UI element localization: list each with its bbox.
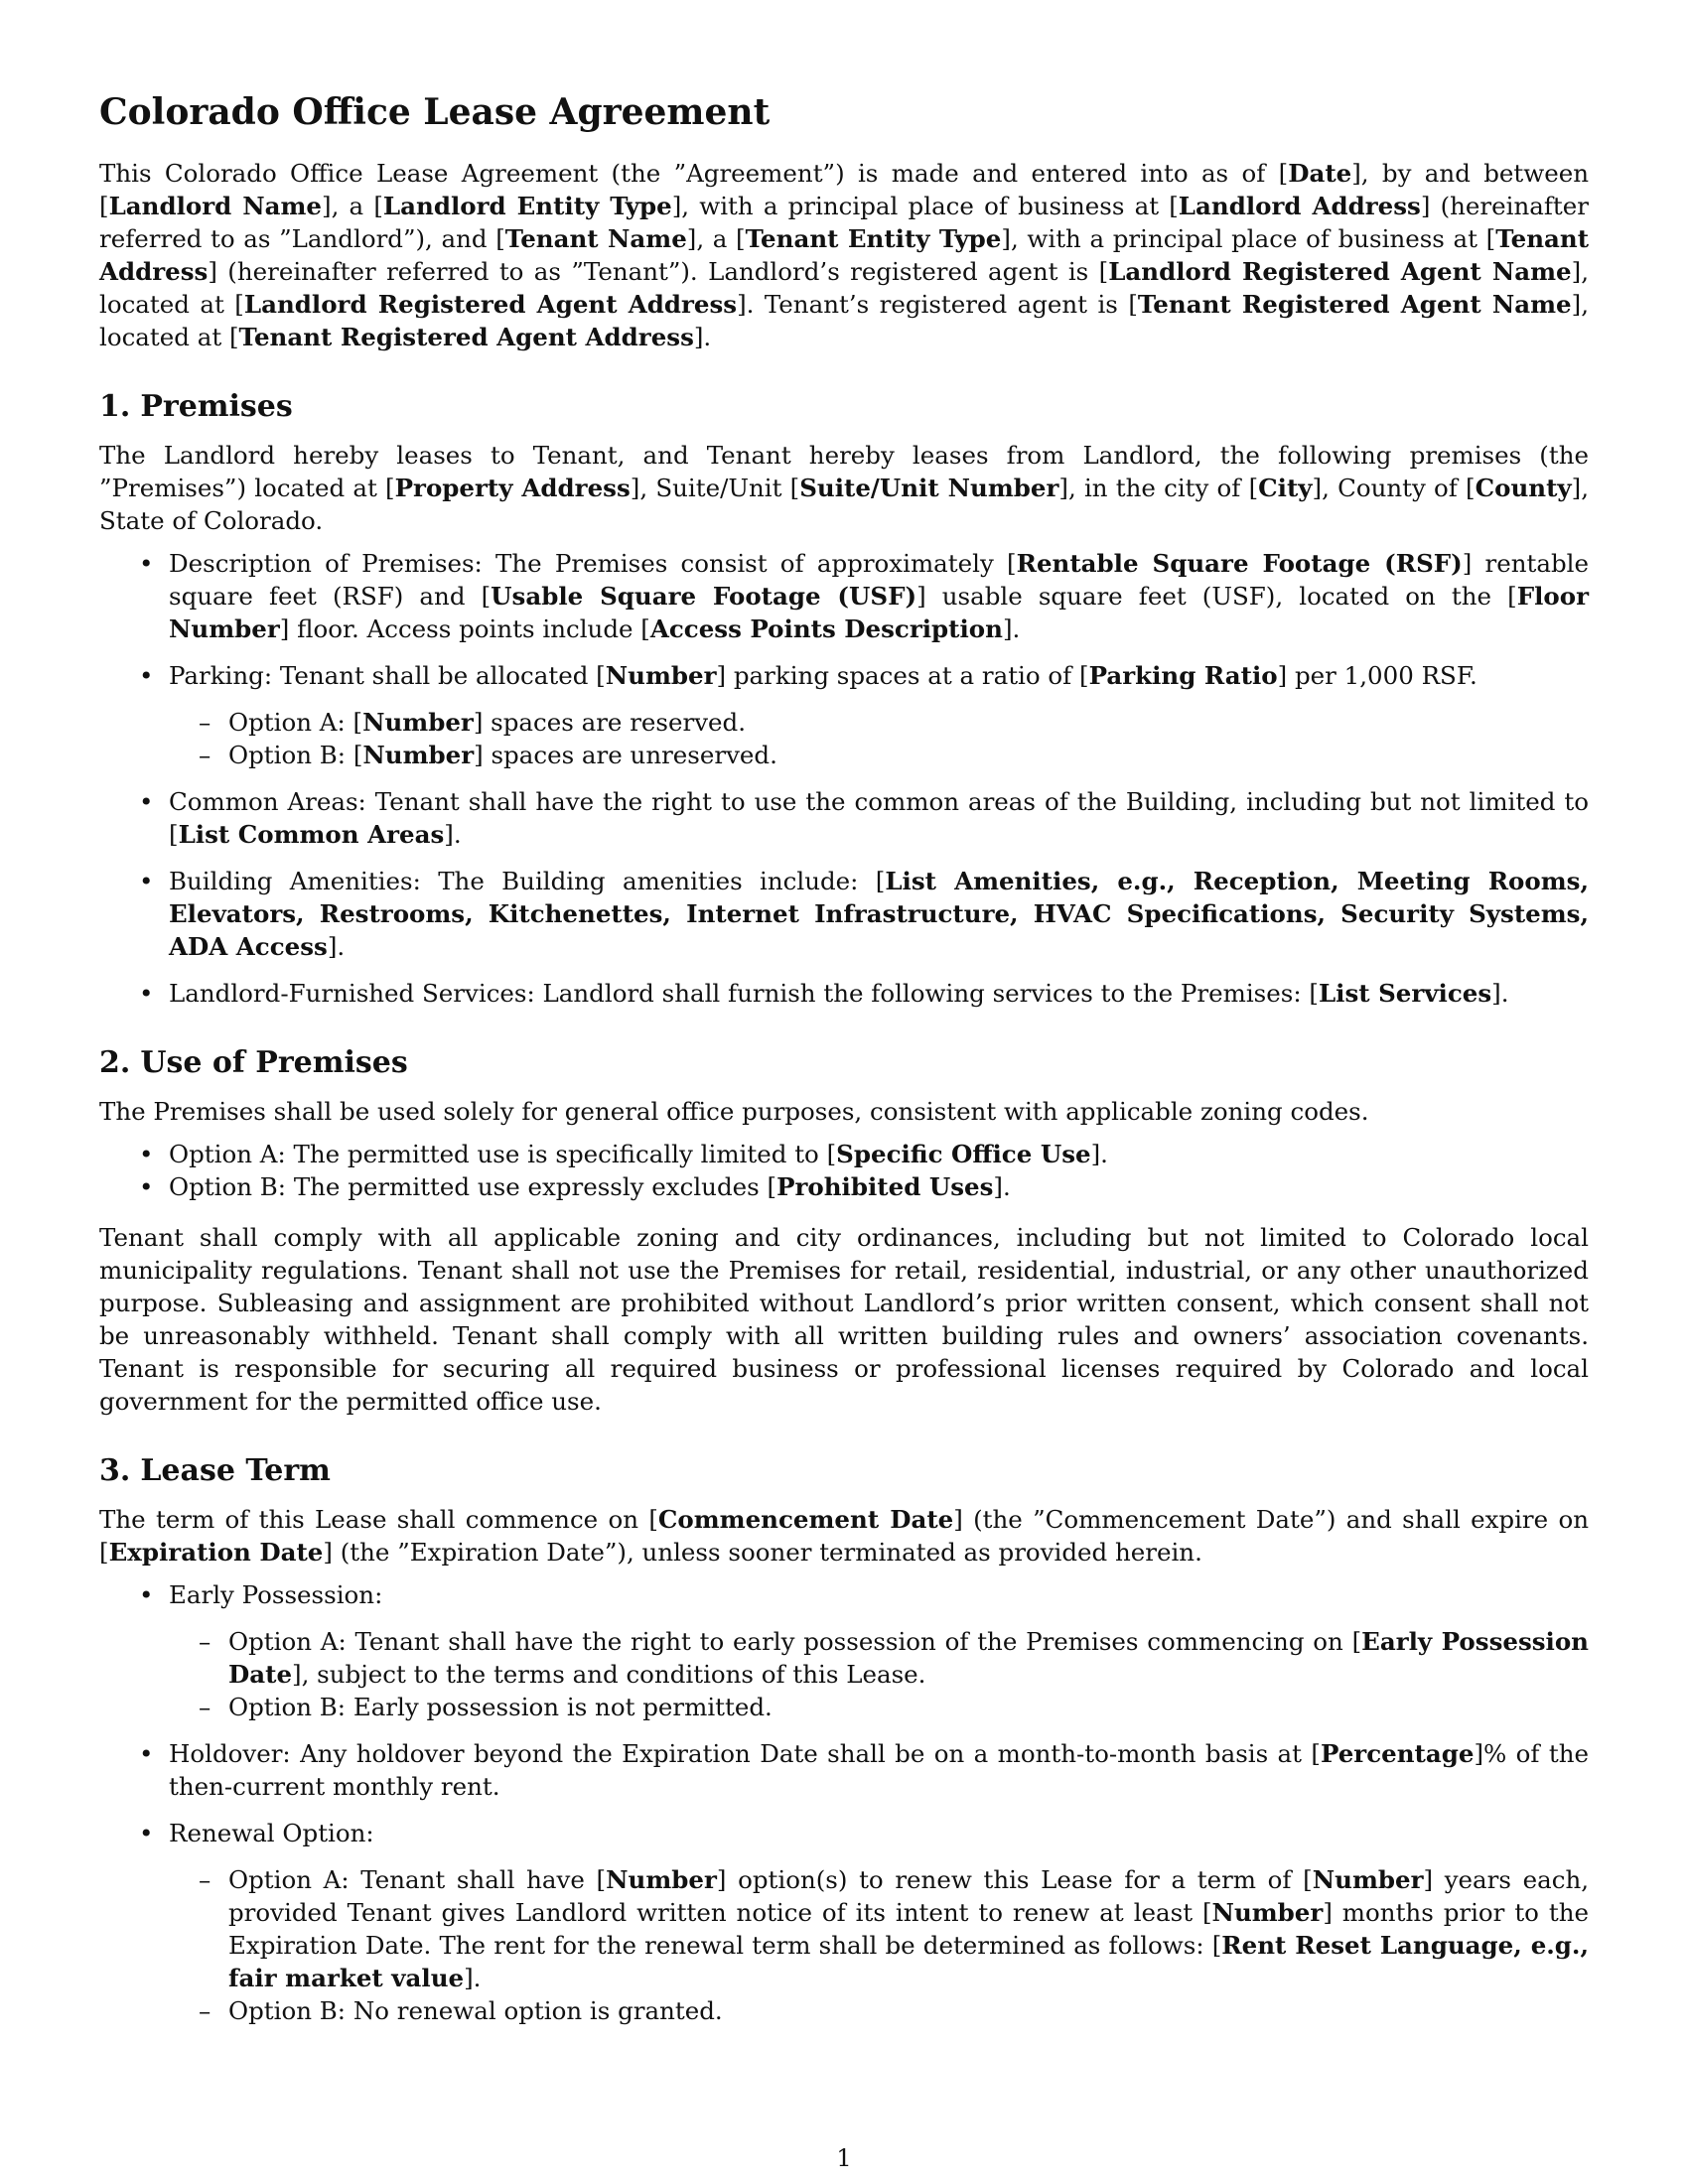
use-option-a: • Option A: The permitted use is specifically limited to [Specific Office Use]. <box>169 1138 1589 1170</box>
field-landlord-entity-type: Landlord Entity Type <box>382 192 672 220</box>
field-expiration-date: Expiration Date <box>108 1538 324 1567</box>
field-parking-number: Number <box>605 661 717 690</box>
field-county: County <box>1475 474 1572 502</box>
document-page <box>99 79 1589 2041</box>
field-commencement-date: Commencement Date <box>657 1505 954 1534</box>
field-date: Date <box>1288 159 1352 188</box>
field-landlord-address: Landlord Address <box>1178 192 1421 220</box>
premises-list <box>99 547 1589 1010</box>
section-heading-lease-term: 3. Lease Term <box>99 1453 331 1488</box>
list-item-early-possession: • Early Possession: – Option A: Tenant shall have the right to early possession of the Premises commencing on [Early Possession Date], subject to the terms and conditions of this Lease. – Option B: Early possession is not permitted. <box>169 1578 1589 1723</box>
field-tenant-address: Tenant Address <box>99 224 1590 286</box>
section-heading-use: 2. Use of Premises <box>99 1045 408 1080</box>
field-landlord-agent-name: Landlord Registered Agent Name <box>1108 257 1572 286</box>
early-possession-options <box>169 1625 1589 1723</box>
field-tenant-name: Tenant Name <box>504 224 687 253</box>
early-option-b: – Option B: Early possession is not permitted. <box>228 1691 1589 1723</box>
field-tenant-agent-address: Tenant Registered Agent Address <box>238 323 694 351</box>
field-percentage: Percentage <box>1320 1739 1475 1768</box>
renewal-option-b: – Option B: No renewal option is granted. <box>228 1994 1589 2027</box>
field-suite-unit: Suite/Unit Number <box>799 474 1059 502</box>
lease-term-list <box>99 1578 1589 2027</box>
use-paragraph-1: The Premises shall be used solely for general office purposes, consistent with applicable zoning codes. <box>99 1097 1369 1126</box>
premises-paragraph: The Landlord hereby leases to Tenant, and Tenant hereby leases from Landlord, the following premises (the ”Premises”) located at [Property Address], Suite/Unit [Suite/Unit Number], in the city of [City], County of [County], State of Colorado. <box>99 441 1589 535</box>
field-prohibited-uses: Prohibited Uses <box>776 1172 994 1201</box>
list-item-amenities: • Building Amenities: The Building amenities include: [List Amenities, e.g., Reception, Meeting Rooms, Elevators, Restrooms, Kitchenettes, Internet Infrastructure, HVAC Specifications, Security Systems, ADA Access]. <box>169 865 1589 963</box>
parking-option-a: – Option A: [Number] spaces are reserved. <box>228 706 1589 739</box>
list-item-holdover: • Holdover: Any holdover beyond the Expiration Date shall be on a month-to-month basis at [Percentage]% of the then-current monthly rent. <box>169 1737 1589 1803</box>
early-option-a: – Option A: Tenant shall have the right to early possession of the Premises commencing on [Early Possession Date], subject to the terms and conditions of this Lease. <box>228 1625 1589 1691</box>
renewal-option-a: – Option A: Tenant shall have [Number] option(s) to renew this Lease for a term of [Number] years each, provided Tenant gives Landlord written notice of its intent to renew at least [Number] months prior to the Expiration Date. The rent for the renewal term shall be determined as follows: [Rent Reset Language, e.g., fair market value]. <box>228 1863 1589 1994</box>
field-amenities: List Amenities, e.g., Reception, Meeting Rooms, Elevators, Restrooms, Kitchenettes, Internet Infrastructure, HVAC Specifications, Security Systems, ADA Access <box>169 867 1589 961</box>
list-item-common-areas: • Common Areas: Tenant shall have the right to use the common areas of the Building, including but not limited to [List Common Areas]. <box>169 785 1589 851</box>
use-option-b: • Option B: The permitted use expressly excludes [Prohibited Uses]. <box>169 1170 1589 1203</box>
field-tenant-entity-type: Tenant Entity Type <box>745 224 1002 253</box>
field-rent-reset: Rent Reset Language, e.g., fair market value <box>228 1931 1589 1992</box>
field-floor-number: Floor Number <box>169 582 1590 643</box>
renewal-options <box>169 1863 1589 2027</box>
field-early-possession-date: Early Possession Date <box>228 1627 1589 1689</box>
page-number: 1 <box>836 2144 852 2172</box>
parking-option-b: – Option B: [Number] spaces are unreserved. <box>228 739 1589 771</box>
field-common-areas: List Common Areas <box>178 820 445 849</box>
lease-term-paragraph: The term of this Lease shall commence on [Commencement Date] (the ”Commencement Date”) and shall expire on [Expiration Date] (the ”Expiration Date”), unless sooner terminated as provided herein. <box>99 1505 1589 1567</box>
field-services: List Services <box>1318 979 1492 1008</box>
field-landlord-agent-address: Landlord Registered Agent Address <box>243 290 738 319</box>
field-usf: Usable Square Footage (USF) <box>491 582 917 611</box>
use-options <box>99 1138 1589 1203</box>
field-city: City <box>1258 474 1313 502</box>
field-property-address: Property Address <box>394 474 631 502</box>
field-tenant-agent-name: Tenant Registered Agent Name <box>1137 290 1572 319</box>
field-parking-ratio: Parking Ratio <box>1088 661 1278 690</box>
field-access-points: Access Points Description <box>649 614 1003 643</box>
field-rsf: Rentable Square Footage (RSF) <box>1016 549 1463 578</box>
parking-options <box>169 706 1589 771</box>
document-title: Colorado Office Lease Agreement <box>99 91 771 133</box>
list-item-description: • Description of Premises: The Premises consist of approximately [Rentable Square Footage (RSF)] rentable square feet (RSF) and [Usable Square Footage (USF)] usable square feet (USF), located on the [Floor Number] floor. Access points include [Access Points Description]. <box>169 547 1589 645</box>
field-specific-office-use: Specific Office Use <box>836 1140 1091 1168</box>
list-item-renewal: • Renewal Option: – Option A: Tenant shall have [Number] option(s) to renew this Lease for a term of [Number] years each, provided Tenant gives Landlord written notice of its intent to renew at least [Number] months prior to the Expiration Date. The rent for the renewal term shall be determined as follows: [Rent Reset Language, e.g., fair market value]. – Option B: No renewal option is granted. <box>169 1817 1589 2027</box>
intro-paragraph: This Colorado Office Lease Agreement (the ”Agreement”) is made and entered into as of [Date], by and between [Landlord Name], a [Landlord Entity Type], with a principal place of business at [Landlord Address] (hereinafter referred to as ”Landlord”), and [Tenant Name], a [Tenant Entity Type], with a principal place of business at [Tenant Address] (hereinafter referred to as ”Tenant”). Landlord’s registered agent is [Landlord Registered Agent Name], located at [Landlord Registered Agent Address]. Tenant’s registered agent is [Tenant Registered Agent Name], located at [Tenant Registered Agent Address]. <box>99 159 1590 351</box>
field-landlord-name: Landlord Name <box>108 192 323 220</box>
use-paragraph-2: Tenant shall comply with all applicable zoning and city ordinances, including but not limited to Colorado local municipality regulations. Tenant shall not use the Premises for retail, residential, industrial, or any other unauthorized purpose. Subleasing and assignment are prohibited without Landlord’s prior written consent, which consent shall not be unreasonably withheld. Tenant shall comply with all written building rules and owners’ association covenants. Tenant is responsible for securing all required business or professional licenses required by Colorado and local government for the permitted office use. <box>99 1223 1589 1416</box>
list-item-parking: • Parking: Tenant shall be allocated [Number] parking spaces at a ratio of [Parking Ratio] per 1,000 RSF. – Option A: [Number] spaces are reserved. – Option B: [Number] spaces are unreserved. <box>169 659 1589 771</box>
section-heading-premises: 1. Premises <box>99 389 293 424</box>
list-item-services: • Landlord-Furnished Services: Landlord shall furnish the following services to the Premises: [List Services]. <box>169 977 1589 1010</box>
